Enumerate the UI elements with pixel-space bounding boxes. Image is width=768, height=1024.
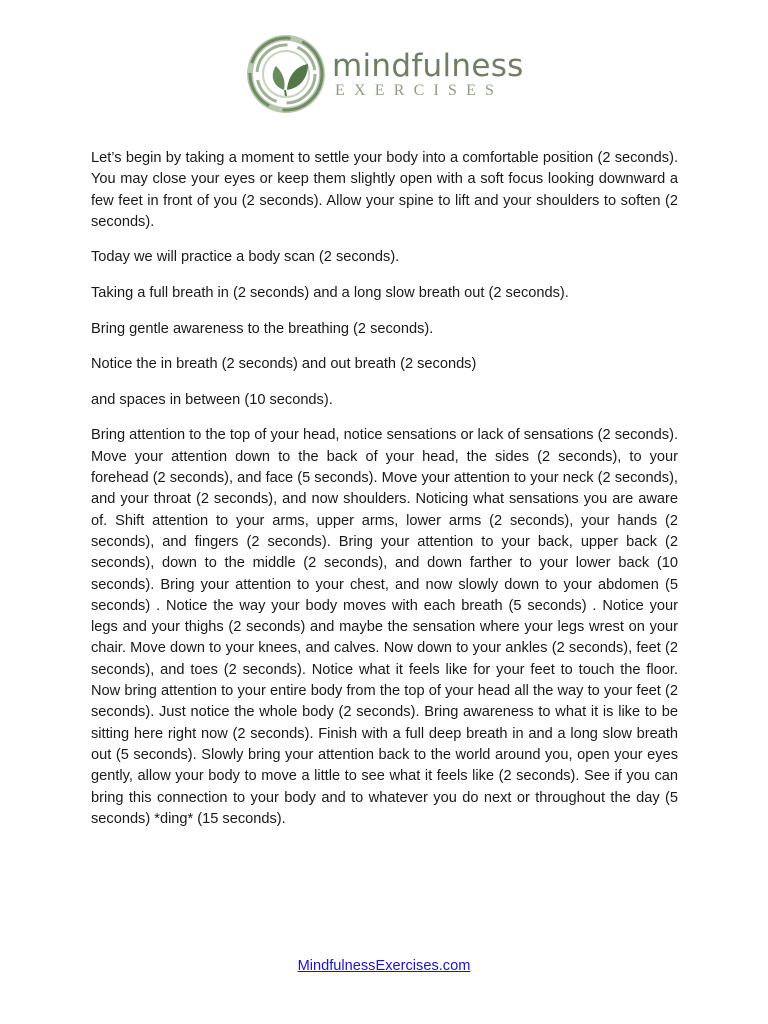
paragraph-in-out-breath: Notice the in breath (2 seconds) and out breath (2 seconds) [91, 356, 477, 373]
logo-title: mindfulness [332, 48, 524, 84]
footer [0, 958, 768, 974]
document-body [91, 148, 678, 830]
paragraph-scan-instructions: Bring attention to the top of your head, notice sensations or lack of sensations (2 seconds). Move your attention down to the back of your head, the sides (2 seconds), to your forehead (2 seconds), and face (5 seconds). Move your attention to your neck (2 seconds), and your throat (2 seconds), and now shoulders. Noticing what sensations you are aware of. Shift attention to your arms, upper arms, lower arms (2 seconds), your hands (2 seconds), and fingers (2 seconds). Bring your attention to your back, upper back (2 seconds), down to the middle (2 seconds), and down farther to your lower back (10 seconds). Bring your attention to your chest, and now slowly down to your abdomen (5 seconds) . Notice the way your body moves with each breath (5 seconds) . Notice your legs and your thighs (2 seconds) and maybe the sensation where your legs wrest on your chair. Move down to your knees, and calves. Now down to your ankles (2 seconds), feet (2 seconds), and toes (2 seconds). Notice what it feels like for your feet to touch the floor. Now bring attention to your entire body from the top of your head all the way to your feet (2 seconds). Just notice the whole body (2 seconds). Bring awareness to what it is like to be sitting here right now (2 seconds). Finish with a full deep breath in and a long slow breath out (5 seconds). Slowly bring your attention back to the world around you, open your eyes gently, allow your body to move a little to see what it feels like (2 seconds). See if you can bring this connection to your body and to whatever you do next or throughout the day (5 seconds) *ding* (15 seconds). [91, 427, 678, 827]
paragraph-body-scan: Today we will practice a body scan (2 seconds). [91, 249, 400, 266]
brand-logo [246, 34, 524, 114]
leaf-circle-icon [246, 34, 326, 114]
paragraph-awareness: Bring gentle awareness to the breathing (2 seconds). [91, 320, 434, 337]
logo-subtitle: EXERCISES [335, 82, 504, 99]
paragraph-intro: Let’s begin by taking a moment to settle your body into a comfortable position (2 seconds). You may close your eyes or keep them slightly open with a soft focus looking downward a few feet in front of you (2 seconds). Allow your spine to lift and your shoulders to soften (2 seconds). [91, 150, 678, 230]
website-link[interactable]: MindfulnessExercises.com [297, 958, 471, 974]
paragraph-full-breath: Taking a full breath in (2 seconds) and a long slow breath out (2 seconds). [91, 285, 569, 302]
paragraph-spaces-between: and spaces in between (10 seconds). [91, 391, 333, 408]
